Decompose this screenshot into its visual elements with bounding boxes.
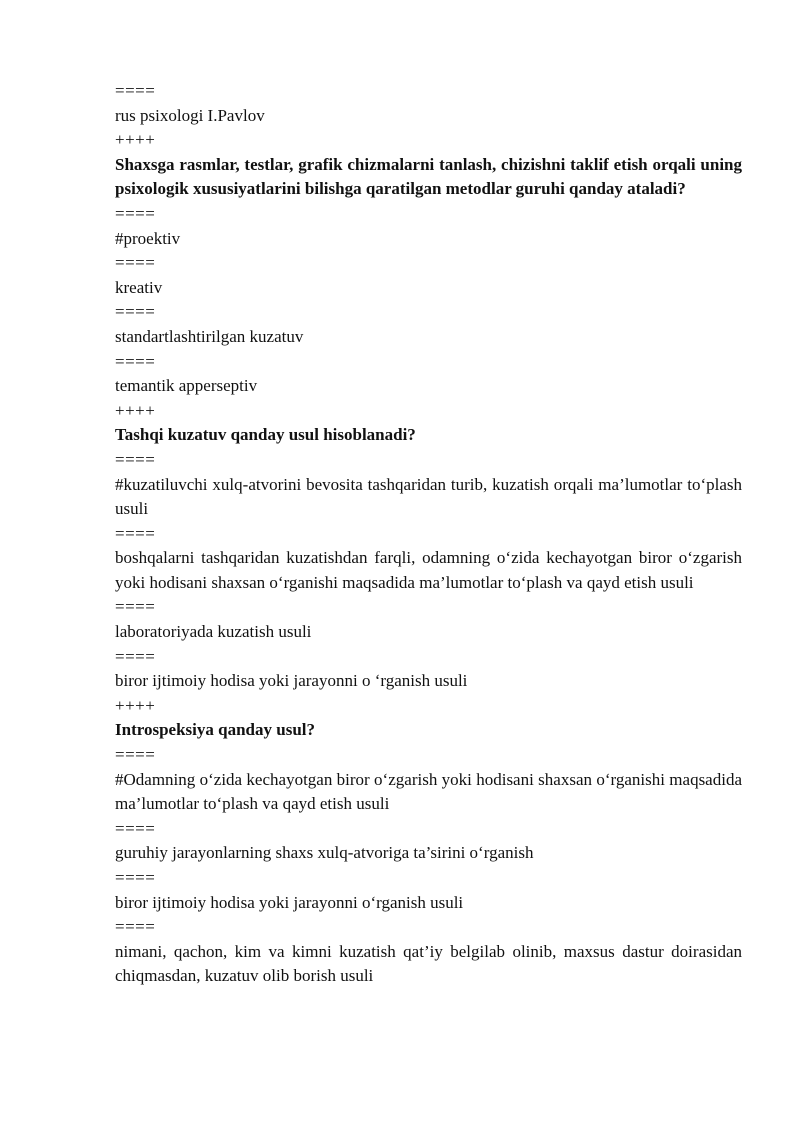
separator: ==== bbox=[115, 81, 156, 100]
question-text: Introspeksiya qanday usul? bbox=[115, 720, 315, 740]
answer-option: temantik apperseptiv bbox=[115, 376, 258, 396]
separator: ==== bbox=[115, 646, 156, 666]
answer-option: standartlashtirilgan kuzatuv bbox=[115, 326, 304, 346]
answer-option: #proektiv bbox=[115, 228, 181, 248]
answer-option: kreativ bbox=[115, 277, 163, 297]
answer-option: guruhiy jarayonlarning shaxs xulq-atvoriga ta’sirini o‘rganish bbox=[115, 843, 534, 863]
answer-option: boshqalarni tashqaridan kuzatishdan farqli, odamning o‘zida kechayotgan biror o‘zgarish yoki hodisani shaxsan o‘rganishi maqsadida ma’lumotlar to‘plash va qayd etish usuli bbox=[115, 548, 742, 592]
separator: ==== bbox=[115, 917, 156, 937]
question-separator: ++++ bbox=[115, 130, 156, 150]
separator: ==== bbox=[115, 253, 156, 273]
answer-option: #Odamning o‘zida kechayotgan biror o‘zgarish yoki hodisani shaxsan o‘rganishi maqsadida ma’lumotlar to‘plash va qayd etish usuli bbox=[115, 769, 742, 814]
separator: ==== bbox=[115, 745, 156, 765]
answer-option: #kuzatiluvchi xulq-atvorini bevosita tashqaridan turib, kuzatish orqali ma’lumotlar to‘plash usuli bbox=[115, 474, 742, 519]
question-text: Tashqi kuzatuv qanday usul hisoblanadi? bbox=[115, 425, 416, 445]
question-separator: ++++ bbox=[115, 400, 156, 420]
separator: ==== bbox=[115, 203, 156, 223]
separator: ==== bbox=[115, 449, 156, 469]
separator: ==== bbox=[115, 351, 156, 371]
answer-option: biror ijtimoiy hodisa yoki jarayonni o ‘rganish usuli bbox=[115, 671, 468, 691]
separator: ==== bbox=[115, 818, 156, 838]
answer-option: biror ijtimoiy hodisa yoki jarayonni o‘rganish usuli bbox=[115, 892, 464, 912]
answer-option: rus psixologi I.Pavlov bbox=[115, 105, 265, 125]
answer-option: nimani, qachon, kim va kimni kuzatish qat’iy belgilab olinib, maxsus dastur doirasidan chiqmasdan, kuzatuv olib borish usuli bbox=[115, 941, 742, 986]
separator: ==== bbox=[115, 302, 156, 322]
separator: ==== bbox=[115, 868, 156, 887]
question-text: Shaxsga rasmlar, testlar, grafik chizmalarni tanlash, chizishni taklif etish orqali uning psixologik xususiyatlarini bilishga qaratilgan metodlar guruhi qanday ataladi? bbox=[115, 154, 742, 199]
question-separator: ++++ bbox=[115, 695, 156, 715]
answer-option: laboratoriyada kuzatish usuli bbox=[115, 622, 312, 642]
separator: ==== bbox=[115, 597, 156, 617]
separator: ==== bbox=[115, 523, 156, 543]
document-page bbox=[115, 79, 742, 989]
